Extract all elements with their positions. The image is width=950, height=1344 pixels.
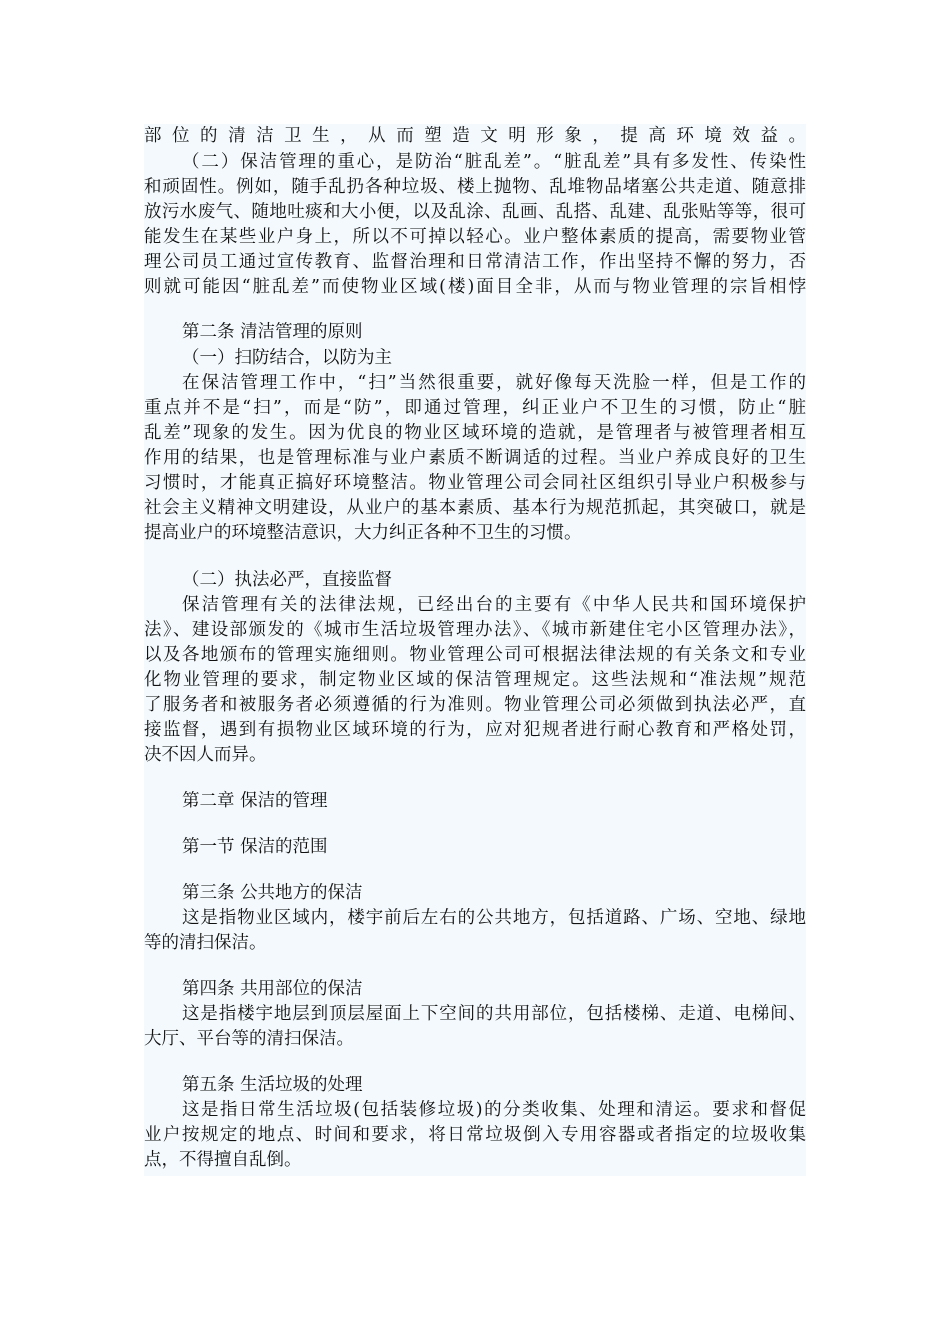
text-line: 以及各地颁布的管理实施细则。物业管理公司可根据法律法规的有关条文和专业	[144, 645, 806, 665]
text-line: 法》、建设部颁发的《城市生活垃圾管理办法》、《城市新建住宅小区管理办法》，	[144, 620, 806, 640]
text-line: 业户按规定的地点、时间和要求，将日常垃圾倒入专用容器或者指定的垃圾收集	[144, 1125, 806, 1145]
text-line: 这是指日常生活垃圾(包括装修垃圾)的分类收集、处理和清运。要求和督促	[182, 1100, 806, 1120]
text-line: 和顽固性。例如，随手乱扔各种垃圾、楼上抛物、乱堆物品堵塞公共走道、随意排	[144, 177, 806, 197]
text-line: 了服务者和被服务者必须遵循的行为准则。物业管理公司必须做到执法必严，直	[144, 695, 806, 715]
text-line: 社会主义精神文明建设，从业户的基本素质、基本行为规范抓起，其突破口，就是	[144, 498, 806, 518]
text-line: 提高业户的环境整洁意识，大力纠正各种不卫生的习惯。	[144, 523, 582, 543]
text-line: 重点并不是“扫”，而是“防”，即通过管理，纠正业户不卫生的习惯，防止“脏	[144, 398, 806, 418]
text-line: 作用的结果，也是管理标准与业户素质不断调适的过程。当业户养成良好的卫生	[144, 448, 806, 468]
text-line: 能发生在某些业户身上，所以不可掉以轻心。业户整体素质的提高，需要物业管	[144, 227, 806, 247]
text-line: 乱差”现象的发生。因为优良的物业区域环境的造就，是管理者与被管理者相互	[144, 423, 806, 443]
text-line: 保洁管理有关的法律法规，已经出台的主要有《中华人民共和国环境保护	[182, 595, 806, 615]
chapter-heading: 第二章 保洁的管理	[182, 791, 328, 811]
text-line: 放污水废气、随地吐痰和大小便，以及乱涂、乱画、乱搭、乱建、乱张贴等等，很可	[144, 202, 806, 222]
text-line: 大厅、平台等的清扫保洁。	[144, 1029, 354, 1049]
text-line: 等的清扫保洁。	[144, 933, 267, 953]
text-line: （二）保洁管理的重心，是防治“脏乱差”。“脏乱差”具有多发性、传染性	[182, 152, 806, 172]
text-line: 这是指物业区域内，楼宇前后左右的公共地方，包括道路、广场、空地、绿地	[182, 908, 806, 928]
document-text-block	[144, 124, 806, 1176]
article-heading: 第四条 共用部位的保洁	[182, 979, 363, 999]
text-line: 点，不得擅自乱倒。	[144, 1150, 302, 1170]
text-line: 部位的清洁卫生，从而塑造文明形象，提高环境效益。	[144, 126, 806, 146]
text-line: 化物业管理的要求，制定物业区域的保洁管理规定。这些法规和“准法规”规范	[144, 670, 806, 690]
text-line: 则就可能因“脏乱差”而使物业区域(楼)面目全非，从而与物业管理的宗旨相悖	[144, 277, 806, 297]
section-heading: 第二条 清洁管理的原则	[182, 322, 363, 342]
text-line: 决不因人而异。	[144, 745, 267, 765]
text-line: 接监督，遇到有损物业区域环境的行为，应对犯规者进行耐心教育和严格处罚，	[144, 720, 806, 740]
article-heading: 第五条 生活垃圾的处理	[182, 1075, 363, 1095]
article-heading: 第三条 公共地方的保洁	[182, 883, 363, 903]
text-line: 习惯时，才能真正搞好环境整洁。物业管理公司会同社区组织引导业户积极参与	[144, 473, 806, 493]
text-line: 理公司员工通过宣传教育、监督治理和日常清洁工作，作出坚持不懈的努力，否	[144, 252, 806, 272]
subsection-heading: （一）扫防结合，以防为主	[182, 348, 392, 368]
section-heading: 第一节 保洁的范围	[182, 837, 328, 857]
text-line: 在保洁管理工作中，“扫”当然很重要，就好像每天洗脸一样，但是工作的	[182, 373, 806, 393]
text-line: 这是指楼宇地层到顶层屋面上下空间的共用部位，包括楼梯、走道、电梯间、	[182, 1004, 806, 1024]
subsection-heading: （二）执法必严，直接监督	[182, 570, 392, 590]
